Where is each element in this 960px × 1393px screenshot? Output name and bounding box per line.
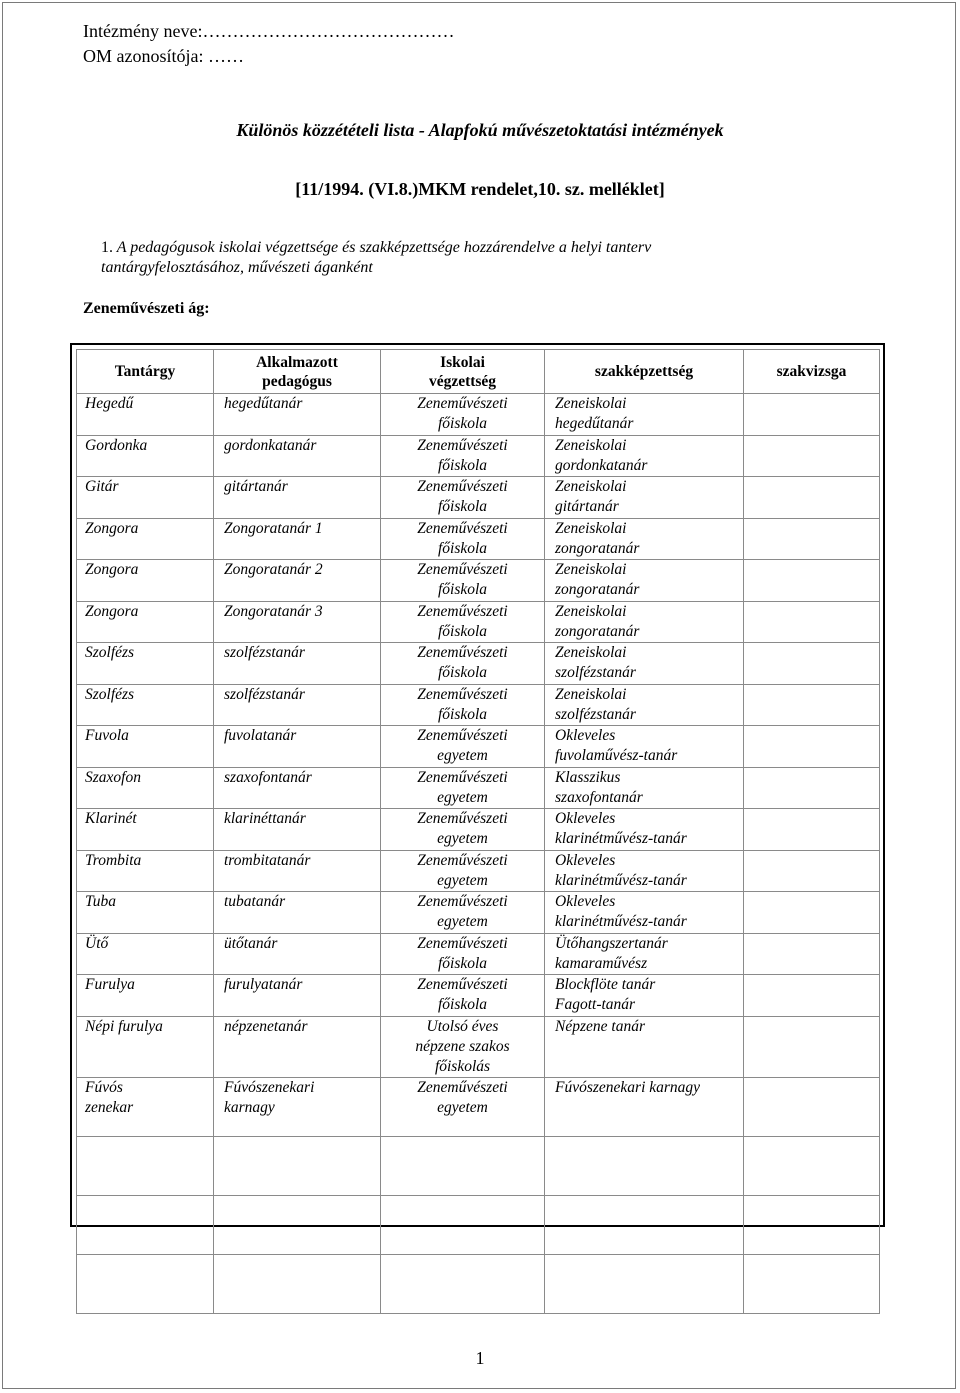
cell-exam [744, 1195, 880, 1254]
cell-education [381, 560, 545, 602]
cell-exam [744, 1136, 880, 1195]
cell-education [381, 726, 545, 768]
cell-qualification-line: fuvolaművész-tanár [555, 747, 678, 764]
cell-subject [77, 1077, 214, 1136]
cell-education [381, 1254, 545, 1313]
table-row [77, 892, 880, 934]
cell-education [381, 394, 545, 436]
cell-subject [77, 394, 214, 436]
document-subtitle: [11/1994. (VI.8.)MKM rendelet,10. sz. melléklet] [295, 179, 665, 199]
cell-qualification-line: Népzene tanár [555, 1017, 645, 1035]
cell-education [381, 1077, 545, 1136]
cell-exam [744, 684, 880, 726]
cell-education-line: főiskola [437, 456, 488, 474]
cell-qualification-line: Okleveles [555, 893, 616, 910]
cell-teacher [214, 477, 381, 519]
cell-subject-line: Gordonka [85, 436, 148, 454]
table-row [77, 684, 880, 726]
cell-qualification-line: klarinétművész-tanár [555, 871, 687, 889]
qualification-table [76, 349, 880, 1314]
table-row [77, 477, 880, 519]
cell-subject [77, 767, 214, 809]
cell-subject [77, 643, 214, 685]
header-qualification: szakképzettség [545, 350, 744, 394]
cell-teacher [214, 435, 381, 477]
cell-qualification [545, 684, 744, 726]
cell-subject-line: Szolfézs [85, 685, 135, 703]
om-id-label: OM azonosítója: …… [83, 46, 244, 66]
cell-education [381, 477, 545, 519]
cell-education [381, 1136, 545, 1195]
cell-qualification-line: Okleveles [555, 810, 616, 827]
cell-qualification-line: Zeneiskolai [555, 519, 627, 537]
cell-subject-line: Szolfézs [85, 644, 135, 661]
cell-subject [77, 892, 214, 934]
cell-subject-line: Fuvola [85, 727, 129, 744]
cell-subject [77, 1195, 214, 1254]
cell-exam [744, 394, 880, 436]
cell-qualification-line: Zeneiskolai [555, 436, 627, 454]
cell-exam [744, 726, 880, 768]
cell-education [381, 850, 545, 892]
cell-teacher [214, 1254, 381, 1313]
cell-teacher-line: Zongoratanár 2 [224, 561, 323, 578]
cell-teacher [214, 850, 381, 892]
table-row [77, 1016, 880, 1077]
cell-education [381, 809, 545, 851]
cell-teacher [214, 518, 381, 560]
cell-teacher-line: hegedűtanár [224, 395, 303, 412]
cell-education-line: főiskola [437, 539, 488, 557]
cell-education-line: Zeneművészeti [417, 976, 508, 993]
cell-subject-line: Zongora [85, 561, 139, 578]
cell-education-line: Zeneművészeti [417, 768, 508, 786]
cell-teacher-line: klarinéttanár [224, 810, 306, 827]
cell-subject [77, 809, 214, 851]
cell-exam [744, 601, 880, 643]
cell-teacher-line: furulyatanár [224, 976, 303, 993]
cell-education [381, 601, 545, 643]
cell-qualification-line: Klasszikus [555, 768, 621, 786]
cell-education [381, 767, 545, 809]
cell-teacher-line: gitártanár [224, 478, 288, 495]
cell-subject [77, 1016, 214, 1077]
cell-education-line: főiskola [437, 996, 488, 1013]
cell-qualification-line: Zeneiskolai [555, 644, 627, 661]
cell-education-line: Zeneművészeti [417, 727, 508, 744]
cell-education-line: főiskola [437, 415, 488, 432]
cell-qualification-line: zongoratanár [555, 581, 640, 598]
cell-subject-line: Trombita [85, 851, 142, 869]
cell-qualification [545, 601, 744, 643]
section-heading [101, 238, 801, 258]
cell-teacher-line: szolfézstanár [224, 644, 305, 661]
cell-teacher-line: fuvolatanár [224, 727, 297, 744]
cell-exam [744, 1077, 880, 1136]
cell-education-line: főiskola [437, 664, 488, 681]
header-education-line2: végzettség [428, 372, 497, 390]
cell-teacher-line: Fúvószenekari [224, 1078, 315, 1096]
cell-qualification [545, 1195, 744, 1254]
cell-education-line: Zeneművészeti [417, 478, 508, 495]
cell-qualification-line: hegedűtanár [555, 415, 634, 432]
cell-qualification-line: Fagott-tanár [555, 996, 636, 1013]
cell-qualification-line: Okleveles [555, 727, 616, 744]
cell-qualification-line: Fúvószenekari karnagy [555, 1078, 701, 1096]
cell-subject-line: zenekar [85, 1098, 134, 1116]
cell-qualification-line: Blockflöte tanár [555, 976, 656, 993]
table-row [77, 435, 880, 477]
cell-teacher [214, 684, 381, 726]
cell-teacher [214, 1136, 381, 1195]
cell-education-line: főiskola [437, 705, 488, 723]
cell-teacher-line: gordonkatanár [224, 436, 317, 454]
header-exam: szakvizsga [744, 350, 880, 394]
table-row [77, 850, 880, 892]
table-row [77, 726, 880, 768]
cell-subject [77, 518, 214, 560]
page-number: 1 [475, 1348, 485, 1368]
cell-teacher [214, 394, 381, 436]
table-body [77, 394, 880, 1314]
cell-exam [744, 1254, 880, 1313]
cell-qualification-line: szaxofontanár [555, 788, 643, 806]
cell-subject [77, 850, 214, 892]
cell-education [381, 975, 545, 1017]
table-row [77, 601, 880, 643]
cell-education [381, 1016, 545, 1077]
cell-qualification-line: Zeneiskolai [555, 561, 627, 578]
cell-education [381, 518, 545, 560]
cell-qualification-line: Zeneiskolai [555, 602, 627, 620]
cell-subject [77, 684, 214, 726]
cell-teacher [214, 767, 381, 809]
cell-teacher-line: szaxofontanár [224, 768, 312, 786]
table-row [77, 809, 880, 851]
cell-education-line: Zeneművészeti [417, 395, 508, 412]
cell-education-line: Zeneművészeti [417, 519, 508, 537]
header-teacher-line2: pedagógus [262, 372, 332, 390]
cell-qualification [545, 726, 744, 768]
table-row [77, 394, 880, 436]
cell-subject [77, 726, 214, 768]
cell-education-line: Zeneművészeti [417, 893, 508, 910]
cell-education-line: Zeneművészeti [417, 644, 508, 661]
cell-subject [77, 477, 214, 519]
cell-qualification [545, 560, 744, 602]
cell-education-line: Zeneművészeti [417, 1078, 508, 1096]
cell-exam [744, 518, 880, 560]
cell-exam [744, 809, 880, 851]
qualification-table-frame [70, 343, 885, 1227]
cell-education-line: egyetem [437, 871, 488, 889]
cell-exam [744, 643, 880, 685]
institution-name-label: Intézmény neve:…………………………………… [83, 21, 455, 41]
table-row [77, 933, 880, 975]
table-row [77, 1136, 880, 1195]
cell-qualification-line: zongoratanár [555, 622, 640, 640]
cell-subject-line: Furulya [85, 976, 135, 993]
cell-qualification [545, 975, 744, 1017]
cell-subject [77, 560, 214, 602]
cell-education-line: főiskola [437, 954, 488, 972]
cell-teacher [214, 726, 381, 768]
table-row [77, 1254, 880, 1313]
cell-exam [744, 560, 880, 602]
cell-exam [744, 435, 880, 477]
cell-subject [77, 975, 214, 1017]
header-subject: Tantárgy [77, 350, 214, 394]
cell-exam [744, 975, 880, 1017]
section-heading-line1: A pedagógusok iskolai végzettsége és szakképzettsége hozzárendelve a helyi tanterv [116, 239, 652, 256]
cell-education-line: egyetem [437, 747, 488, 764]
table-row [77, 518, 880, 560]
cell-qualification-line: gordonkatanár [555, 456, 648, 474]
cell-education-line: egyetem [437, 1098, 488, 1116]
cell-qualification-line: Ütőhangszertanár [555, 934, 668, 952]
cell-teacher-line: népzenetanár [224, 1017, 308, 1035]
cell-education [381, 933, 545, 975]
cell-qualification [545, 1254, 744, 1313]
cell-qualification-line: gitártanár [555, 498, 619, 515]
cell-qualification-line: szolfézstanár [555, 664, 636, 681]
cell-teacher-line: szolfézstanár [224, 685, 305, 703]
cell-education-line: Utolsó éves [426, 1017, 499, 1035]
cell-qualification [545, 809, 744, 851]
cell-subject-line: Klarinét [85, 810, 137, 827]
cell-education-line: főiskola [437, 498, 488, 515]
cell-subject [77, 601, 214, 643]
cell-qualification [545, 477, 744, 519]
section-heading-line2: tantárgyfelosztásához, művészeti áganként [101, 259, 373, 276]
cell-qualification [545, 892, 744, 934]
header-education [381, 350, 545, 394]
cell-qualification-line: zongoratanár [555, 539, 640, 557]
cell-exam [744, 892, 880, 934]
document-title: Különös közzétételi lista - Alapfokú művészetoktatási intézmények [236, 120, 724, 140]
cell-teacher [214, 601, 381, 643]
cell-education-line: Zeneművészeti [417, 810, 508, 827]
cell-exam [744, 767, 880, 809]
cell-education-line: Zeneművészeti [417, 685, 508, 703]
cell-qualification-line: Zeneiskolai [555, 685, 627, 703]
cell-teacher [214, 933, 381, 975]
cell-teacher [214, 809, 381, 851]
branch-label: Zeneművészeti ág: [83, 300, 210, 317]
cell-qualification-line: kamaraművész [555, 954, 648, 972]
cell-teacher [214, 1195, 381, 1254]
cell-teacher-line: ütőtanár [224, 934, 278, 952]
cell-education-line: népzene szakos [415, 1037, 510, 1055]
cell-education [381, 1195, 545, 1254]
cell-subject-line: Hegedű [85, 395, 134, 412]
cell-education-line: Zeneművészeti [417, 602, 508, 620]
cell-qualification [545, 1136, 744, 1195]
cell-teacher-line: karnagy [224, 1098, 275, 1116]
cell-qualification [545, 850, 744, 892]
cell-subject [77, 435, 214, 477]
cell-education [381, 435, 545, 477]
cell-teacher [214, 643, 381, 685]
cell-teacher [214, 1077, 381, 1136]
cell-qualification [545, 518, 744, 560]
header-teacher [214, 350, 381, 394]
cell-subject-line: Gitár [85, 478, 119, 495]
cell-subject-line: Ütő [85, 934, 109, 952]
cell-education-line: főiskola [437, 622, 488, 640]
cell-qualification [545, 767, 744, 809]
cell-qualification [545, 1016, 744, 1077]
cell-teacher-line: tubatanár [224, 893, 286, 910]
cell-teacher-line: Zongoratanár 3 [224, 602, 323, 620]
table-row [77, 1077, 880, 1136]
cell-subject [77, 1254, 214, 1313]
table-row [77, 643, 880, 685]
cell-qualification [545, 933, 744, 975]
cell-education-line: főiskolás [434, 1057, 491, 1075]
cell-teacher-line: Zongoratanár 1 [224, 519, 323, 537]
cell-qualification [545, 1077, 744, 1136]
cell-education-line: egyetem [437, 913, 488, 930]
cell-subject [77, 933, 214, 975]
cell-education-line: egyetem [437, 788, 488, 806]
cell-qualification-line: Zeneiskolai [555, 478, 627, 495]
cell-education-line: Zeneművészeti [417, 561, 508, 578]
cell-education-line: egyetem [437, 830, 488, 847]
cell-education-line: főiskola [437, 581, 488, 598]
header-teacher-line1: Alkalmazott [256, 353, 338, 371]
cell-teacher [214, 892, 381, 934]
cell-education-line: Zeneművészeti [417, 851, 508, 869]
cell-subject-line: Szaxofon [85, 768, 141, 786]
table-row [77, 975, 880, 1017]
cell-qualification [545, 435, 744, 477]
table-header-row [77, 350, 880, 394]
cell-subject-line: Fúvós [85, 1078, 123, 1096]
table-row [77, 560, 880, 602]
cell-subject-line: Zongora [85, 519, 139, 537]
cell-subject-line: Népi furulya [85, 1017, 163, 1035]
table-row [77, 767, 880, 809]
cell-education-line: Zeneművészeti [417, 436, 508, 454]
cell-teacher [214, 560, 381, 602]
section-number: 1. [101, 239, 113, 256]
cell-qualification [545, 394, 744, 436]
cell-exam [744, 1016, 880, 1077]
cell-teacher [214, 1016, 381, 1077]
cell-subject-line: Zongora [85, 602, 139, 620]
cell-subject-line: Tuba [85, 893, 117, 910]
cell-qualification-line: szolfézstanár [555, 705, 636, 723]
cell-exam [744, 477, 880, 519]
cell-education [381, 684, 545, 726]
cell-qualification-line: klarinétművész-tanár [555, 913, 687, 930]
cell-qualification-line: Zeneiskolai [555, 395, 627, 412]
cell-exam [744, 933, 880, 975]
cell-exam [744, 850, 880, 892]
cell-education-line: Zeneművészeti [417, 934, 508, 952]
header-education-line1: Iskolai [440, 353, 485, 371]
cell-teacher-line: trombitatanár [224, 851, 311, 869]
cell-education [381, 892, 545, 934]
table-row [77, 1195, 880, 1254]
cell-teacher [214, 975, 381, 1017]
cell-qualification [545, 643, 744, 685]
cell-subject [77, 1136, 214, 1195]
cell-qualification-line: klarinétművész-tanár [555, 830, 687, 847]
cell-qualification-line: Okleveles [555, 851, 616, 869]
cell-education [381, 643, 545, 685]
